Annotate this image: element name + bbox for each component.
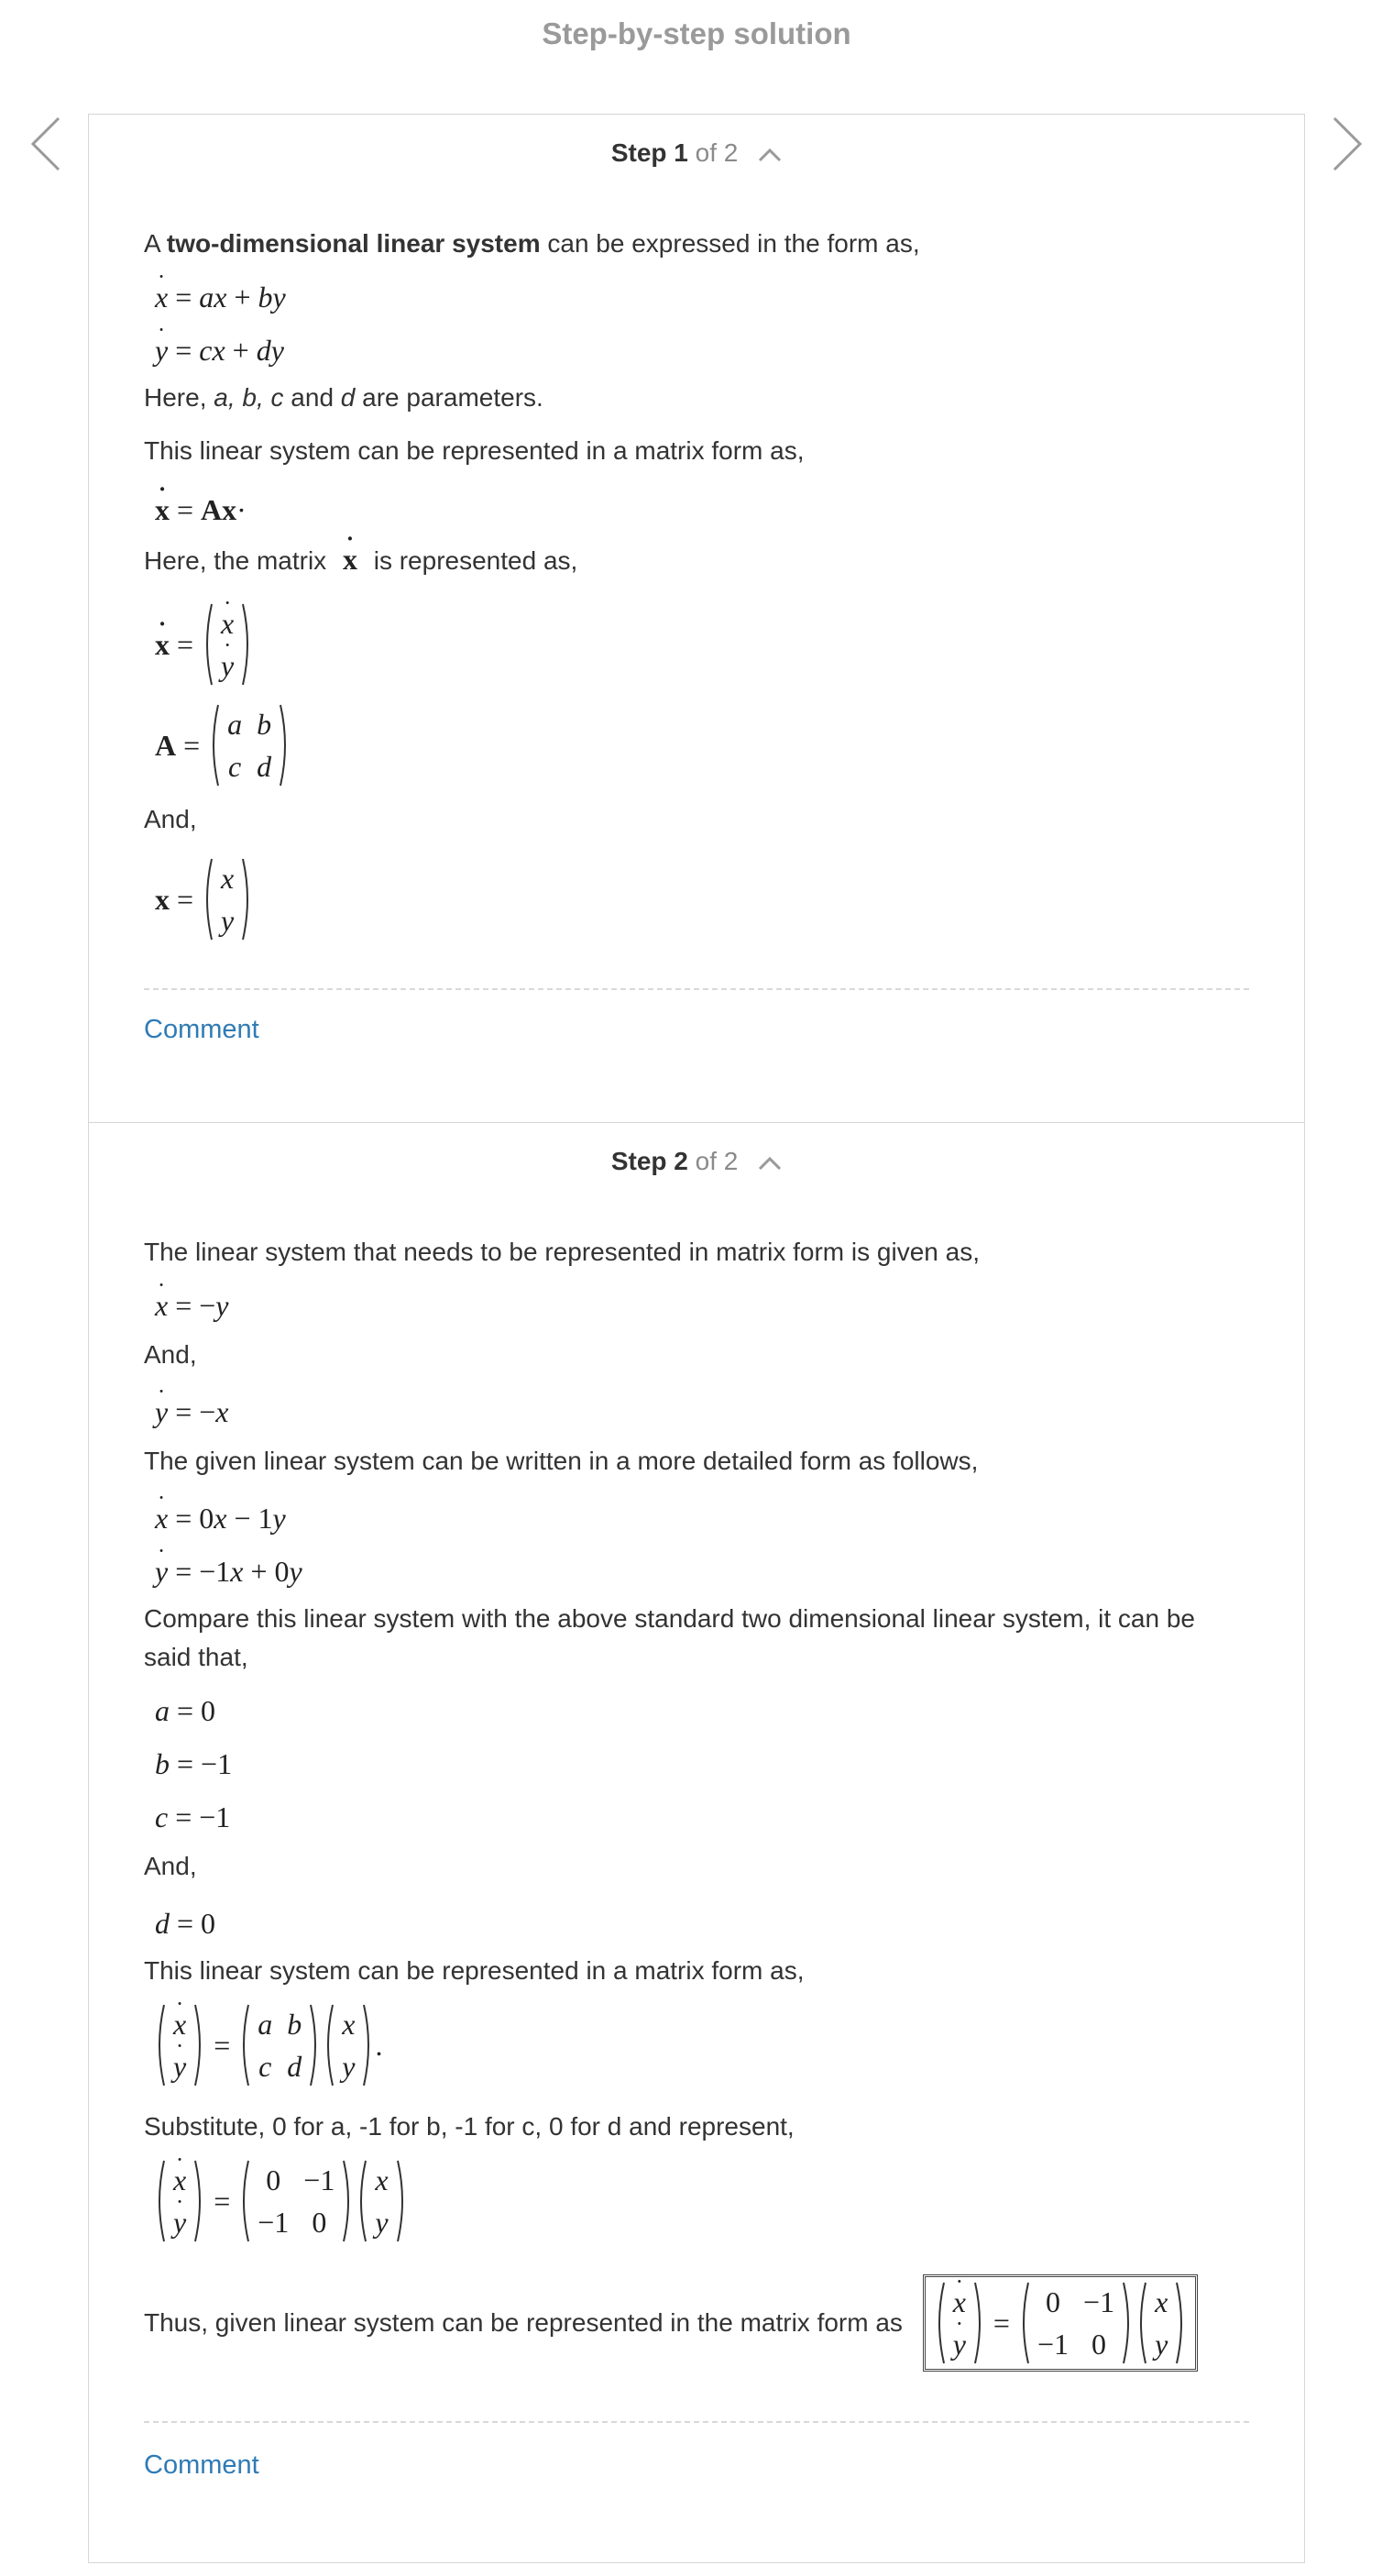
substitute-text: Substitute, 0 for a, -1 for b, -1 for c, 0 for d and represent, xyxy=(144,2112,795,2141)
step-card-1 xyxy=(88,114,1305,1126)
equation-d: d = 0 xyxy=(155,1907,216,1940)
equation-xdot: x ˙ = ax + by xyxy=(155,278,286,316)
divider xyxy=(144,2421,1249,2423)
matrix-A-def: A = a c b d xyxy=(155,703,291,787)
compare-text: Compare this linear system with the above standard two dimensional linear system, it can be said that, xyxy=(144,1604,1195,1671)
comment-link[interactable]: Comment xyxy=(144,2450,259,2480)
divider xyxy=(144,988,1249,990)
matrix-xdot-def: x ˙ = x ˙ y ˙ xyxy=(155,602,254,687)
equation-ydot-neg-x: y ˙ = −x xyxy=(155,1393,229,1431)
equation-ydot-detailed: y ˙ = −1x + 0y xyxy=(155,1552,302,1591)
params-text: Here, a, b, c and d are parameters. xyxy=(144,383,543,412)
equation-xdot-neg-y: x ˙ = −y xyxy=(155,1286,229,1325)
and-text: And, xyxy=(144,1852,197,1880)
needs-text: The linear system that needs to be represented in matrix form is given as, xyxy=(144,1238,980,1266)
equation-b: b = −1 xyxy=(155,1747,233,1780)
chevron-left-icon[interactable] xyxy=(26,115,66,173)
chevron-up-icon[interactable] xyxy=(758,1156,782,1171)
step-label: Step 1 xyxy=(610,138,688,167)
chevron-right-icon[interactable] xyxy=(1327,115,1367,173)
step-label: Step 2 xyxy=(610,1147,688,1175)
step-count: of 2 xyxy=(695,138,739,167)
equation-a: a = 0 xyxy=(155,1694,216,1727)
step-header[interactable] xyxy=(89,1147,1304,1176)
equation-c: c = −1 xyxy=(155,1800,231,1833)
comment-link[interactable]: Comment xyxy=(144,1015,259,1044)
and-text: And, xyxy=(144,1340,197,1369)
thus-text: Thus, given linear system can be represented in the matrix form as x ˙ y ˙ = 0 −1 −1 0 x y xyxy=(144,2274,1198,2372)
equation-ydot: y ˙ = cx + dy xyxy=(155,331,284,369)
page-title: Step-by-step solution xyxy=(542,17,851,50)
equation-matrix-short: x ˙ = Ax· xyxy=(155,490,247,529)
and-text: And, xyxy=(144,805,197,833)
intro-text: A two-dimensional linear system can be expressed in the form as, xyxy=(144,229,920,258)
final-answer-box: x ˙ y ˙ = 0 −1 −1 0 x y xyxy=(923,2274,1199,2372)
chevron-up-icon[interactable] xyxy=(758,148,782,162)
matrix-equation-general: x ˙ y ˙ = a c b d x y . xyxy=(153,2003,382,2087)
here-matrix-text: Here, the matrix x ˙ is represented as, xyxy=(144,540,577,580)
matrix-form-text: This linear system can be represented in a matrix form as, xyxy=(144,1956,805,1985)
detailed-text: The given linear system can be written in a more detailed form as follows, xyxy=(144,1447,979,1475)
matrix-equation-substituted: x ˙ y ˙ = 0 −1 −1 0 x y xyxy=(153,2159,409,2243)
matrix-form-text: This linear system can be represented in a matrix form as, xyxy=(144,436,805,465)
matrix-x-def: x = x y xyxy=(155,857,254,941)
step-header[interactable] xyxy=(89,138,1304,168)
equation-xdot-detailed: x ˙ = 0x − 1y xyxy=(155,1499,286,1537)
step-count: of 2 xyxy=(695,1147,739,1175)
step-card-2 xyxy=(88,1122,1305,2563)
